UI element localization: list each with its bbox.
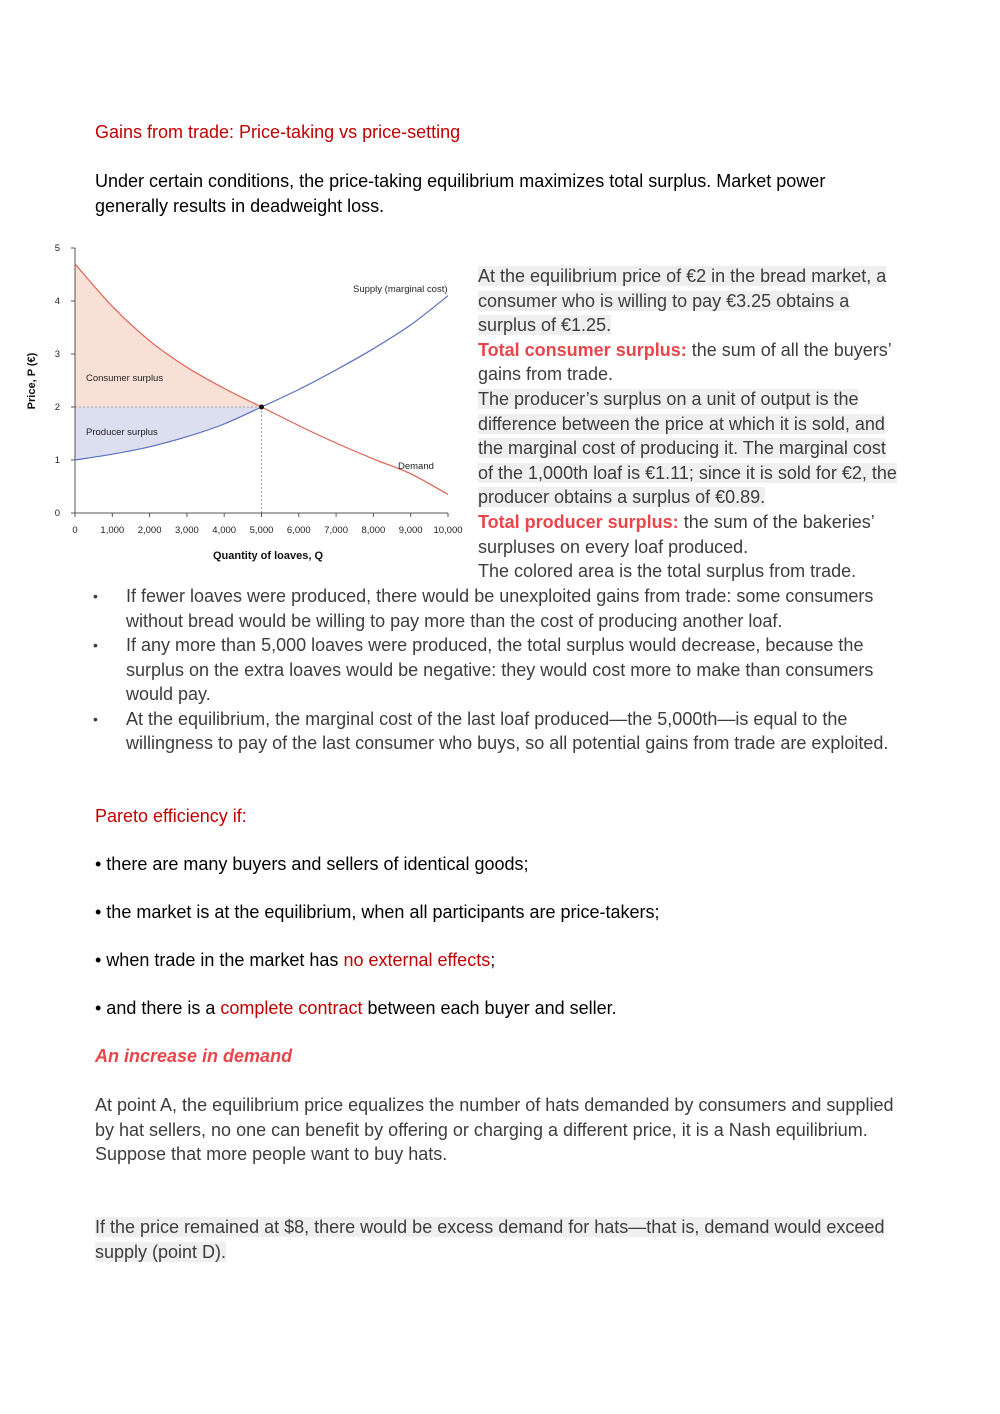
chart-explanation [478,264,903,584]
demand-label: Demand [398,461,434,472]
surplus-chart [18,238,468,568]
x-tick-label: 0 [72,525,78,536]
bullet-list [95,584,905,756]
y-tick-label: 1 [54,455,60,466]
demand-heading: An increase in demand [95,1046,293,1066]
producer-surplus-label: Producer surplus [86,427,158,438]
consumer-surplus-area [75,264,262,407]
external-effects-link: no external effects [343,950,491,970]
total-surplus-note: The colored area is the total surplus from trade. [478,561,857,582]
y-tick-label: 2 [54,402,60,413]
producer-surplus-explanation: The producer’s surplus on a unit of output is the difference between the price at which it is sold, and the marginal cost of producing it. The marginal cost of the 1,000th loaf is €1.11; since it is sold for €2, the producer obtains a surplus of €0.89. [478,388,897,508]
consumer-surplus-label: Consumer surplus [86,373,164,384]
x-axis-label: Quantity of loaves, Q [212,550,324,562]
pareto-condition-1: • there are many buyers and sellers of identical goods; [95,854,529,874]
y-tick-label: 4 [54,296,60,307]
x-tick-label: 7,000 [324,525,348,536]
x-tick-label: 2,000 [137,525,162,536]
consumer-surplus-definition: the sum of all the buyers’ gains from trade. [478,339,892,385]
x-tick-label: 5,000 [249,525,274,536]
x-tick-label: 6,000 [286,525,311,536]
complete-contract-link: complete contract [220,998,363,1018]
pareto-condition-4: • and there is a complete contract between each buyer and seller. [95,998,617,1018]
pareto-heading: Pareto efficiency if: [95,806,247,826]
intro-paragraph: Under certain conditions, the price-taking equilibrium maximizes total surplus. Market power generally results in deadweight loss. [95,171,826,216]
producer-surplus-definition: the sum of the bakeries’ surpluses on every loaf produced. [478,511,875,557]
x-tick-label: 3,000 [175,525,199,536]
list-item: • If fewer loaves were produced, there would be unexploited gains from trade: some consumers without bread would be willing to pay more than the cost of producing another loaf. [93,586,874,631]
page-title: Gains from trade: Price-taking vs price-setting [95,122,461,142]
demand-paragraph: At point A, the equilibrium price equalizes the number of hats demanded by consumers and supplied by hat sellers, no one can benefit by offering or charging a different price, it is a Nash equilibrium. Suppose that more people want to buy hats. [95,1095,894,1164]
excess-demand-paragraph: If the price remained at $8, there would be excess demand for hats—that is, demand would exceed supply (point D). [95,1217,885,1262]
y-tick-label: 5 [54,243,60,254]
bullet-icon: • [93,588,98,604]
pareto-condition-2: • the market is at the equilibrium, when all participants are price-takers; [95,902,660,922]
list-item: • At the equilibrium, the marginal cost of the last loaf produced—the 5,000th—is equal to the willingness to pay of the last consumer who buys, so all potential gains from trade are exploited. [93,708,889,753]
list-item: • If any more than 5,000 loaves were produced, the total surplus would decrease, because the surplus on the extra loaves would be negative: they would cost more to make than consumers would pay. [93,635,874,704]
pareto-condition-3: • when trade in the market has no external effects; [95,950,496,970]
bullet-icon: • [93,710,98,727]
producer-surplus-term: Total producer surplus: [478,511,679,532]
y-tick-label: 0 [54,508,60,519]
y-tick-label: 3 [54,349,60,360]
x-tick-label: 4,000 [212,525,237,536]
y-axis-label: Price, P (€) [26,352,38,410]
equilibrium-example-text: At the equilibrium price of €2 in the bread market, a consumer who is willing to pay €3.25 obtains a surplus of €1.25. [478,266,887,336]
equilibrium-point [259,405,264,410]
supply-label: Supply (marginal cost) [353,284,448,295]
consumer-surplus-term: Total consumer surplus: [478,339,687,360]
x-tick-label: 8,000 [361,525,386,536]
x-tick-label: 1,000 [100,525,125,536]
bullet-icon: • [93,637,98,653]
x-tick-label: 9,000 [398,525,423,536]
x-tick-label: 10,000 [433,525,463,536]
